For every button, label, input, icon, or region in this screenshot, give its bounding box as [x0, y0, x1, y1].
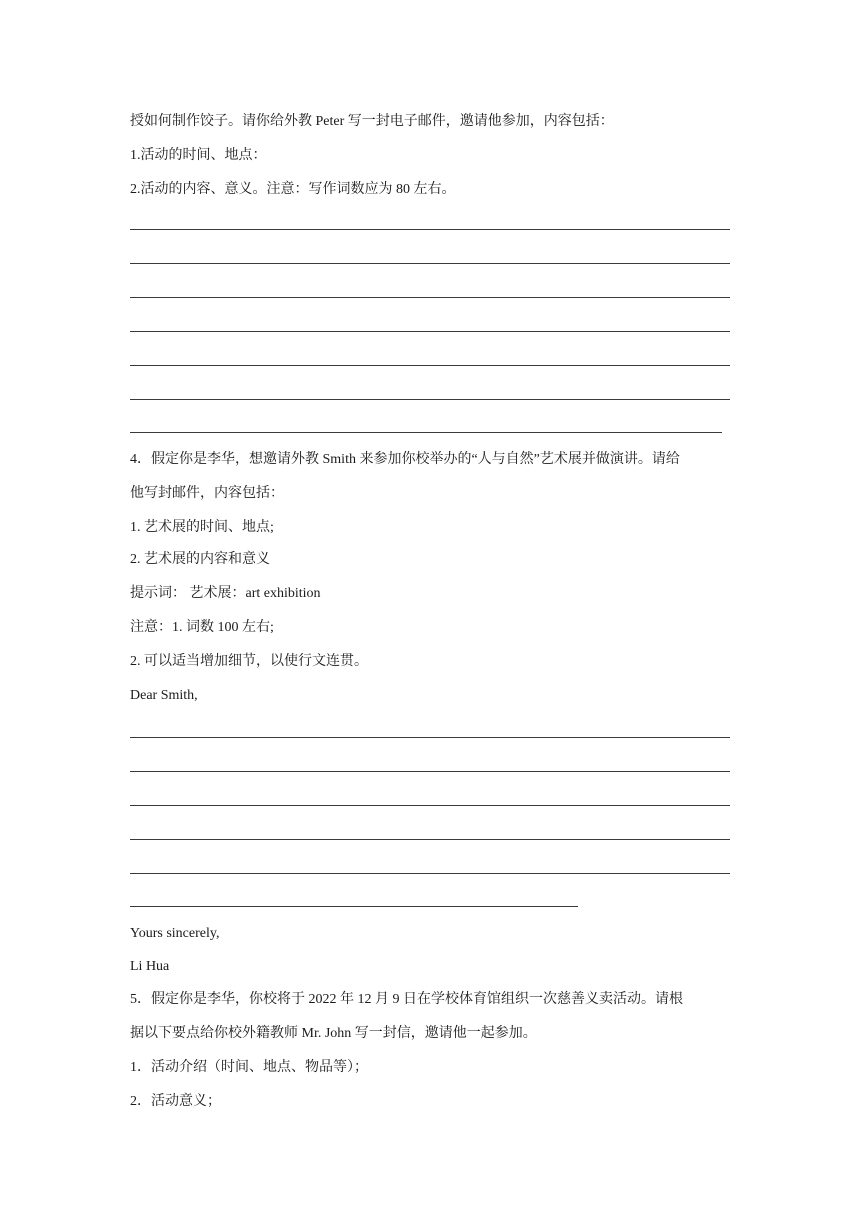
section5-point-2: 2．活动意义； — [130, 1094, 221, 1109]
writing-line — [130, 399, 730, 400]
writing-line — [130, 805, 730, 806]
writing-line — [130, 297, 730, 298]
letter-greeting: Dear Smith, — [130, 688, 198, 703]
section4-note-1: 注意：1. 词数 100 左右; — [130, 620, 274, 635]
section3-point-2: 2.活动的内容、意义。注意：写作词数应为 80 左右。 — [130, 182, 456, 197]
section4-point-2: 2. 艺术展的内容和意义 — [130, 552, 270, 567]
writing-line — [130, 839, 730, 840]
writing-line — [130, 365, 730, 366]
section4-prompt-line-1: 4．假定你是李华，想邀请外教 Smith 来参加你校举办的“人与自然”艺术展并做演讲。请给 — [130, 452, 680, 467]
writing-line — [130, 873, 730, 874]
section4-point-1: 1. 艺术展的时间、地点; — [130, 520, 274, 535]
letter-closing: Yours sincerely, — [130, 926, 220, 941]
writing-line — [130, 432, 722, 433]
section4-note-2: 2. 可以适当增加细节，以使行文连贯。 — [130, 654, 368, 669]
writing-line — [130, 263, 730, 264]
section4-hint: 提示词： 艺术展：art exhibition — [130, 586, 321, 601]
section5-prompt-line-2: 据以下要点给你校外籍教师 Mr. John 写一封信，邀请他一起参加。 — [130, 1026, 537, 1041]
section5-prompt-line-1: 5．假定你是李华，你校将于 2022 年 12 月 9 日在学校体育馆组织一次慈善义卖活动。请根 — [130, 992, 683, 1007]
section4-prompt-line-2: 他写封邮件，内容包括： — [130, 486, 284, 501]
writing-line — [130, 906, 578, 907]
writing-line — [130, 771, 730, 772]
section3-intro: 授如何制作饺子。请你给外教 Peter 写一封电子邮件，邀请他参加，内容包括： — [130, 114, 614, 129]
section5-point-1: 1．活动介绍（时间、地点、物品等）； — [130, 1060, 368, 1075]
letter-signature: Li Hua — [130, 959, 170, 974]
writing-line — [130, 737, 730, 738]
writing-line — [130, 331, 730, 332]
writing-line — [130, 229, 730, 230]
section3-point-1: 1.活动的时间、地点： — [130, 148, 267, 163]
